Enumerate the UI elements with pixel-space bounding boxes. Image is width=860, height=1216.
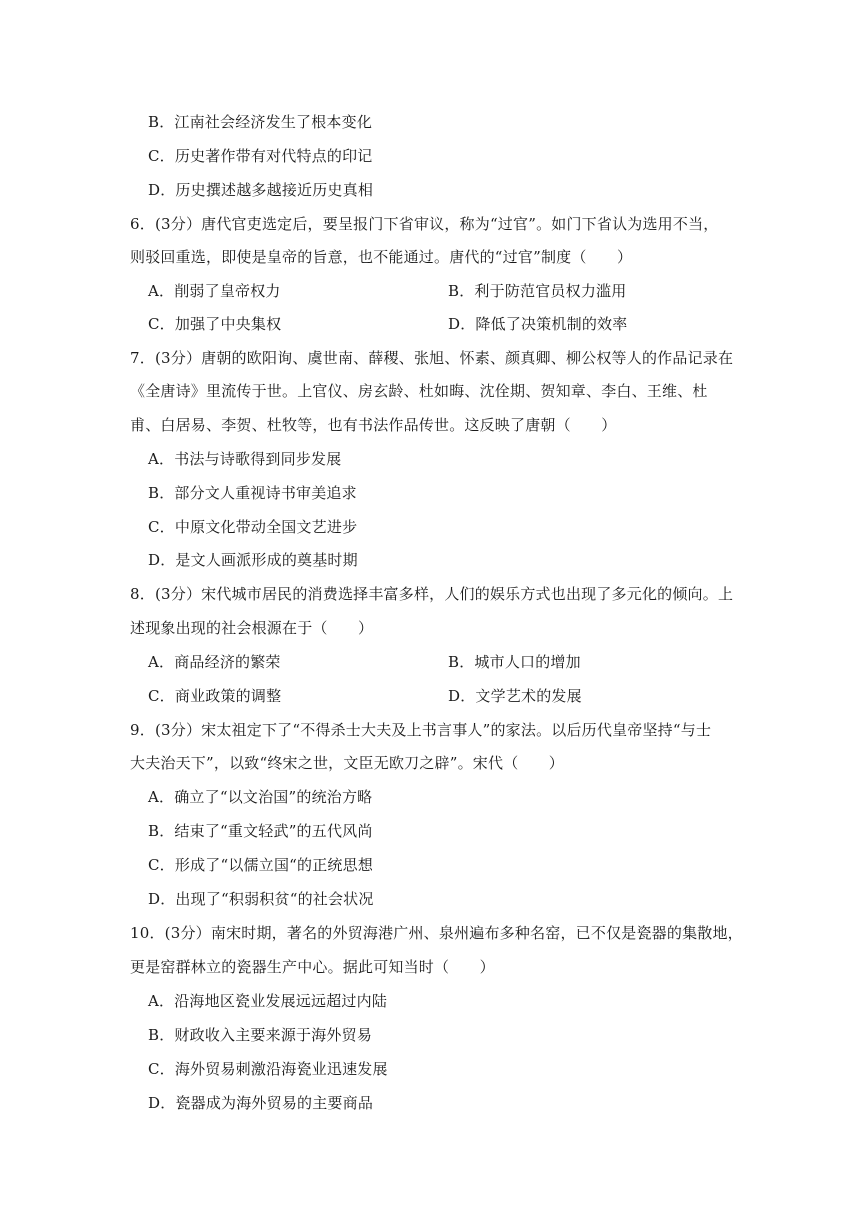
q5-option-d: D．历史撰述越多越接近历史真相 — [148, 181, 374, 199]
q7-stem-line-1: 7．(3分）唐朝的欧阳询、虞世南、薛稷、张旭、怀素、颜真卿、柳公权等人的作品记录在 — [130, 349, 734, 367]
q6-option-a: A．削弱了皇帝权力 — [148, 282, 281, 300]
q8-stem-line-1: 8．(3分）宋代城市居民的消费选择丰富多样，人们的娱乐方式也出现了多元化的倾向。上 — [130, 585, 734, 603]
q6-option-c: C．加强了中央集权 — [148, 315, 282, 333]
q10-option-c: C．海外贸易刺激沿海瓷业迅速发展 — [148, 1060, 388, 1078]
q10-option-d: D．瓷器成为海外贸易的主要商品 — [148, 1094, 374, 1112]
q8-option-c: C．商业政策的调整 — [148, 687, 282, 705]
q10-option-b: B．财政收入主要来源于海外贸易 — [148, 1026, 373, 1044]
q9-option-b: B．结束了“重文轻武”的五代风尚 — [148, 822, 373, 840]
q9-option-d: D．出现了“积弱积贫“的社会状况 — [148, 890, 374, 908]
q7-option-d: D．是文人画派形成的奠基时期 — [148, 551, 358, 569]
q9-stem-line-2: 大夫治天下”，以致“终宋之世，文臣无欧刀之辟”。宋代（ ） — [130, 754, 565, 772]
q6-stem-line-1: 6．(3分）唐代官吏选定后，要呈报门下省审议，称为“过官”。如门下省认为选用不当， — [130, 215, 719, 233]
q7-option-b: B．部分文人重视诗书审美追求 — [148, 484, 357, 502]
q6-option-b: B．利于防范官员权力滥用 — [448, 282, 627, 300]
q10-option-a: A．沿海地区瓷业发展远远超过内陆 — [148, 992, 388, 1010]
q10-stem-line-2: 更是窑群林立的瓷器生产中心。据此可知当时（ ） — [130, 958, 495, 976]
q9-option-c: C．形成了“以儒立国“的正统思想 — [148, 856, 374, 874]
q5-option-b: B．江南社会经济发生了根本变化 — [148, 113, 373, 131]
q7-option-c: C．中原文化带动全国文艺进步 — [148, 518, 358, 536]
q9-option-a: A．确立了“以文治国”的统治方略 — [148, 788, 373, 806]
q6-option-d: D．降低了决策机制的效率 — [448, 315, 628, 333]
q8-stem-line-2: 述现象出现的社会根源在于（ ） — [130, 619, 374, 637]
q5-option-c: C．历史著作带有对代特点的印记 — [148, 147, 373, 165]
q9-stem-line-1: 9．(3分）宋太祖定下了“不得杀士大夫及上书言事人”的家法。以后历代皇帝坚持“与士 — [130, 721, 712, 739]
q8-option-d: D．文学艺术的发展 — [448, 687, 582, 705]
q8-option-a: A．商品经济的繁荣 — [148, 653, 281, 671]
q7-stem-line-3: 甫、白居易、李贺、杜牧等，也有书法作品传世。这反映了唐朝（ ） — [130, 416, 617, 434]
q8-option-b: B．城市人口的增加 — [448, 653, 581, 671]
q6-stem-line-2: 则驳回重选，即使是皇帝的旨意，也不能通过。唐代的“过官”制度（ ） — [130, 248, 633, 266]
q10-stem-line-1: 10．(3分）南宋时期，著名的外贸海港广州、泉州遍布多种名窑，已不仅是瓷器的集散地， — [130, 924, 743, 942]
q7-stem-line-2: 《全唐诗》里流传于世。上官仪、房玄龄、杜如晦、沈佺期、贺知章、李白、王维、杜 — [130, 382, 708, 400]
q7-option-a: A．书法与诗歌得到同步发展 — [148, 450, 342, 468]
